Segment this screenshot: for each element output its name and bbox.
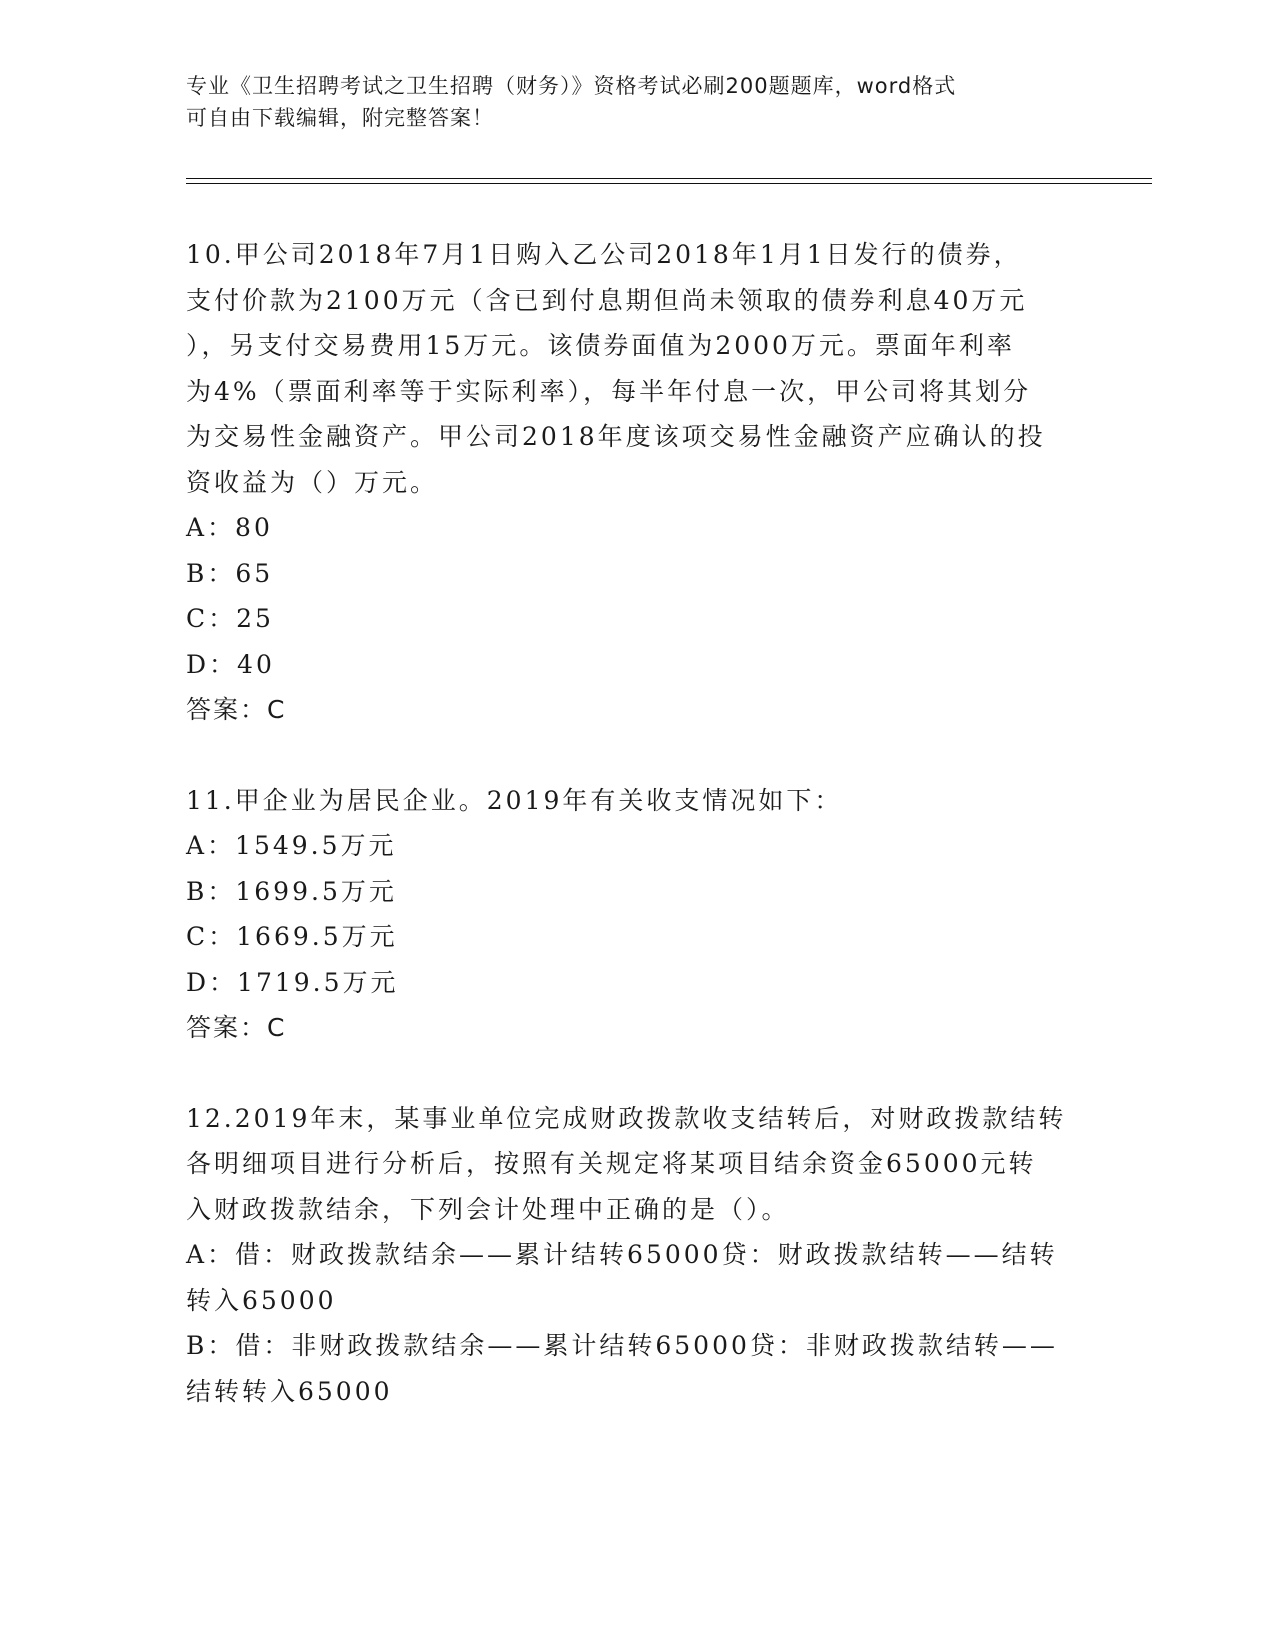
header-title-line-2: 可自由下载编辑，附完整答案！: [186, 106, 494, 130]
questions-body: [186, 232, 1086, 1414]
question-stem-line: 资收益为（）万元。: [186, 467, 439, 497]
option-a: A：1549.5万元: [186, 831, 397, 860]
question-10: [186, 232, 1086, 733]
option-b-continued: 结转转入65000: [186, 1376, 393, 1406]
document-header: [186, 70, 1066, 134]
header-title-line-1: 专业《卫生招聘考试之卫生招聘（财务）》资格考试必刷200题题库，word格式: [186, 74, 957, 98]
option-b: B：65: [186, 558, 274, 588]
option-d: D：1719.5万元: [186, 967, 399, 997]
question-12: [186, 1096, 1086, 1415]
question-stem-line: 支付价款为2100万元（含已到付息期但尚未领取的债券利息40万元: [186, 285, 1028, 315]
question-stem-line: ），另支付交易费用15万元。该债券面值为2000万元。票面年利率: [186, 331, 1015, 360]
question-stem-line: 为4%（票面利率等于实际利率），每半年付息一次，甲公司将其划分: [186, 376, 1032, 406]
option-a: A：80: [186, 513, 273, 542]
option-a-continued: 转入65000: [186, 1285, 337, 1315]
option-b: B：借：非财政拨款结余——累计结转65000贷：非财政拨款结转——: [186, 1331, 1058, 1360]
question-stem-line: 入财政拨款结余，下列会计处理中正确的是（）。: [186, 1194, 790, 1224]
option-c: C：25: [186, 604, 274, 633]
option-d: D：40: [186, 649, 275, 679]
question-stem-line: 各明细项目进行分析后，按照有关规定将某项目结余资金65000元转: [186, 1149, 1037, 1178]
question-spacer: [186, 733, 1086, 778]
question-11: [186, 778, 1086, 1051]
option-a: A：借：财政拨款结余——累计结转65000贷：财政拨款结转——结转: [186, 1240, 1058, 1269]
answer-line: 答案：C: [186, 695, 287, 724]
answer-line: 答案：C: [186, 1013, 287, 1042]
header-divider-bottom: [186, 183, 1152, 184]
question-stem-line: 10.甲公司2018年7月1日购入乙公司2018年1月1日发行的债券，: [186, 240, 1022, 269]
option-b: B：1699.5万元: [186, 876, 397, 906]
question-stem-line: 为交易性金融资产。甲公司2018年度该项交易性金融资产应确认的投: [186, 422, 1046, 451]
question-stem-line: 12.2019年末，某事业单位完成财政拨款收支结转后，对财政拨款结转: [186, 1103, 1067, 1133]
option-c: C：1669.5万元: [186, 922, 398, 951]
header-divider-top: [186, 178, 1152, 179]
question-stem-line: 11.甲企业为居民企业。2019年有关收支情况如下：: [186, 785, 843, 815]
question-spacer: [186, 1051, 1086, 1096]
